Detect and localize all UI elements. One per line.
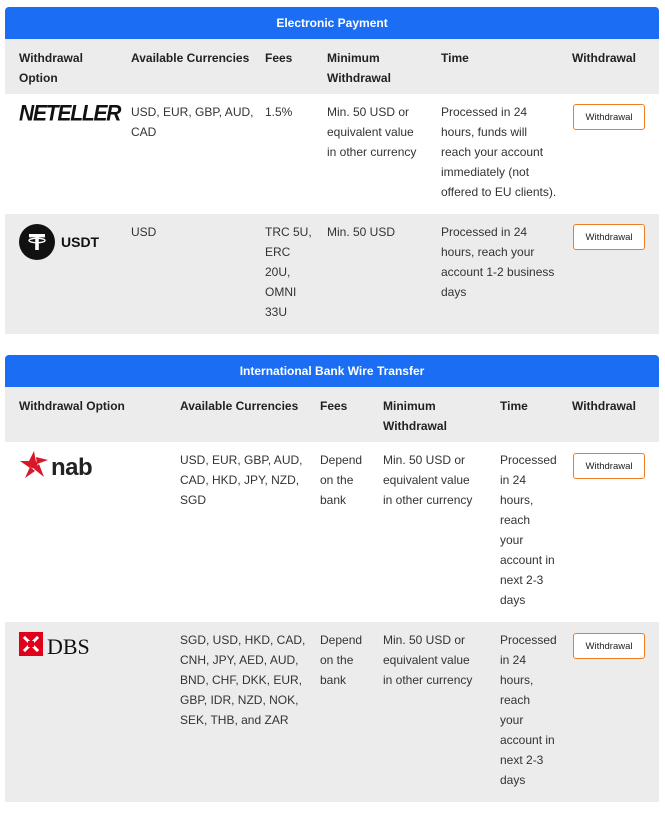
currencies-cell — [131, 102, 253, 142]
cell-line: your — [500, 533, 524, 547]
dbs-logo-icon — [19, 632, 43, 662]
header-minimum — [383, 396, 447, 436]
cell-line: in other currency — [383, 673, 473, 687]
cell-line: USD, EUR, GBP, AUD, — [180, 453, 303, 467]
minimum-cell — [383, 630, 472, 690]
cell-line: BND, CHF, DKK, EUR, — [180, 673, 303, 687]
dbs-logo — [19, 632, 90, 662]
header-currencies: Available Currencies — [131, 51, 250, 65]
cell-line: ERC — [265, 245, 291, 259]
cell-line: in other currency — [327, 145, 417, 159]
cell-line: days — [441, 285, 467, 299]
cell-line: CNH, JPY, AED, AUD, — [180, 653, 299, 667]
fees-cell — [320, 630, 362, 690]
cell-line: next 2-3 — [500, 753, 544, 767]
fees-cell — [320, 450, 362, 510]
cell-line: in 24 — [500, 653, 527, 667]
header-withdrawal-option: Withdrawal Option — [19, 399, 125, 413]
cell-line: equivalent value — [383, 653, 470, 667]
header-text: Minimum — [327, 51, 380, 65]
cell-line: Processed in 24 — [441, 225, 528, 239]
header-fees: Fees — [265, 51, 293, 65]
fees-cell — [265, 222, 312, 322]
cell-line: reach — [500, 693, 531, 707]
tether-icon — [19, 224, 55, 260]
cell-line: Processed in 24 — [441, 105, 528, 119]
cell-line: equivalent value — [383, 473, 470, 487]
nab-withdrawal-button[interactable]: Withdrawal — [573, 453, 645, 479]
nab-logo — [19, 450, 92, 486]
fees-cell — [265, 102, 292, 122]
cell-line: account in — [500, 733, 555, 747]
header-currencies: Available Currencies — [180, 399, 299, 413]
time-cell — [441, 102, 556, 202]
header-text: Option — [19, 71, 58, 85]
nab-label: nab — [51, 454, 93, 481]
electronic-payment-banner: Electronic Payment — [5, 7, 659, 39]
minimum-cell — [327, 222, 395, 242]
cell-line: OMNI — [265, 285, 297, 299]
cell-line: Min. 50 USD — [327, 225, 396, 239]
usdt-logo — [19, 224, 99, 260]
header-withdrawal: Withdrawal — [572, 51, 636, 65]
cell-line: equivalent value — [327, 125, 414, 139]
table-row-dbs — [5, 622, 659, 802]
cell-line: TRC 5U, — [265, 225, 312, 239]
currencies-cell — [180, 630, 305, 730]
bank-wire-banner: International Bank Wire Transfer — [5, 355, 659, 387]
cell-line: Processed — [500, 453, 557, 467]
minimum-cell — [327, 102, 416, 162]
header-text: Withdrawal — [327, 71, 391, 85]
header-minimum — [327, 48, 391, 88]
cell-line: bank — [320, 673, 347, 687]
time-cell — [500, 450, 557, 610]
cell-line: hours, — [500, 493, 534, 507]
cell-line: hours, — [500, 673, 534, 687]
wire-table-header — [5, 387, 659, 442]
time-cell — [441, 222, 554, 302]
cell-line: hours, funds will — [441, 125, 528, 139]
cell-line: offered to EU clients). — [441, 185, 557, 199]
cell-line: USD — [131, 225, 157, 239]
minimum-cell — [383, 450, 472, 510]
electronic-table-header — [5, 39, 659, 94]
cell-line: GBP, IDR, NZD, NOK, — [180, 693, 299, 707]
header-fees: Fees — [320, 399, 348, 413]
cell-line: next 2-3 — [500, 573, 544, 587]
bank-wire-section — [5, 355, 659, 802]
header-withdrawal-option — [19, 48, 83, 88]
dbs-label: DBS — [47, 634, 90, 659]
cell-line: account 1-2 business — [441, 265, 555, 279]
electronic-payment-section — [5, 7, 659, 334]
dbs-withdrawal-button[interactable]: Withdrawal — [573, 633, 645, 659]
cell-line: your — [500, 713, 524, 727]
cell-line: SGD — [180, 493, 207, 507]
cell-line: SGD, USD, HKD, CAD, — [180, 633, 306, 647]
cell-line: on the — [320, 473, 354, 487]
cell-line: Processed — [500, 633, 557, 647]
header-text: Withdrawal — [383, 419, 447, 433]
cell-line: on the — [320, 653, 354, 667]
header-text: Withdrawal — [19, 51, 83, 65]
cell-line: in other currency — [383, 493, 473, 507]
cell-line: days — [500, 593, 526, 607]
cell-line: in 24 — [500, 473, 527, 487]
table-row-nab — [5, 442, 659, 622]
cell-line: account in — [500, 553, 555, 567]
cell-line: CAD, HKD, JPY, NZD, — [180, 473, 300, 487]
neteller-logo: NETELLER — [19, 101, 121, 126]
cell-line: reach your account — [441, 145, 544, 159]
usdt-label: USDT — [61, 234, 100, 250]
neteller-withdrawal-button[interactable]: Withdrawal — [573, 104, 645, 130]
table-row-neteller — [5, 94, 659, 214]
cell-line: Depend — [320, 633, 363, 647]
cell-line: Depend — [320, 453, 363, 467]
header-withdrawal: Withdrawal — [572, 399, 636, 413]
usdt-withdrawal-button[interactable]: Withdrawal — [573, 224, 645, 250]
currencies-cell — [131, 222, 156, 242]
header-time: Time — [441, 51, 469, 65]
header-time: Time — [500, 399, 528, 413]
cell-line: hours, reach your — [441, 245, 535, 259]
time-cell — [500, 630, 557, 790]
cell-line: days — [500, 773, 526, 787]
cell-line: 20U, — [265, 265, 291, 279]
cell-line: 1.5% — [265, 105, 293, 119]
header-text: Minimum — [383, 399, 436, 413]
nab-star-icon — [19, 450, 49, 486]
cell-line: SEK, THB, and ZAR — [180, 713, 289, 727]
table-row-usdt — [5, 214, 659, 334]
currencies-cell — [180, 450, 302, 510]
cell-line: immediately (not — [441, 165, 530, 179]
cell-line: Min. 50 USD or — [383, 453, 466, 467]
cell-line: USD, EUR, GBP, AUD, — [131, 105, 254, 119]
cell-line: 33U — [265, 305, 288, 319]
cell-line: reach — [500, 513, 531, 527]
cell-line: CAD — [131, 125, 157, 139]
cell-line: Min. 50 USD or — [383, 633, 466, 647]
cell-line: bank — [320, 493, 347, 507]
cell-line: Min. 50 USD or — [327, 105, 410, 119]
